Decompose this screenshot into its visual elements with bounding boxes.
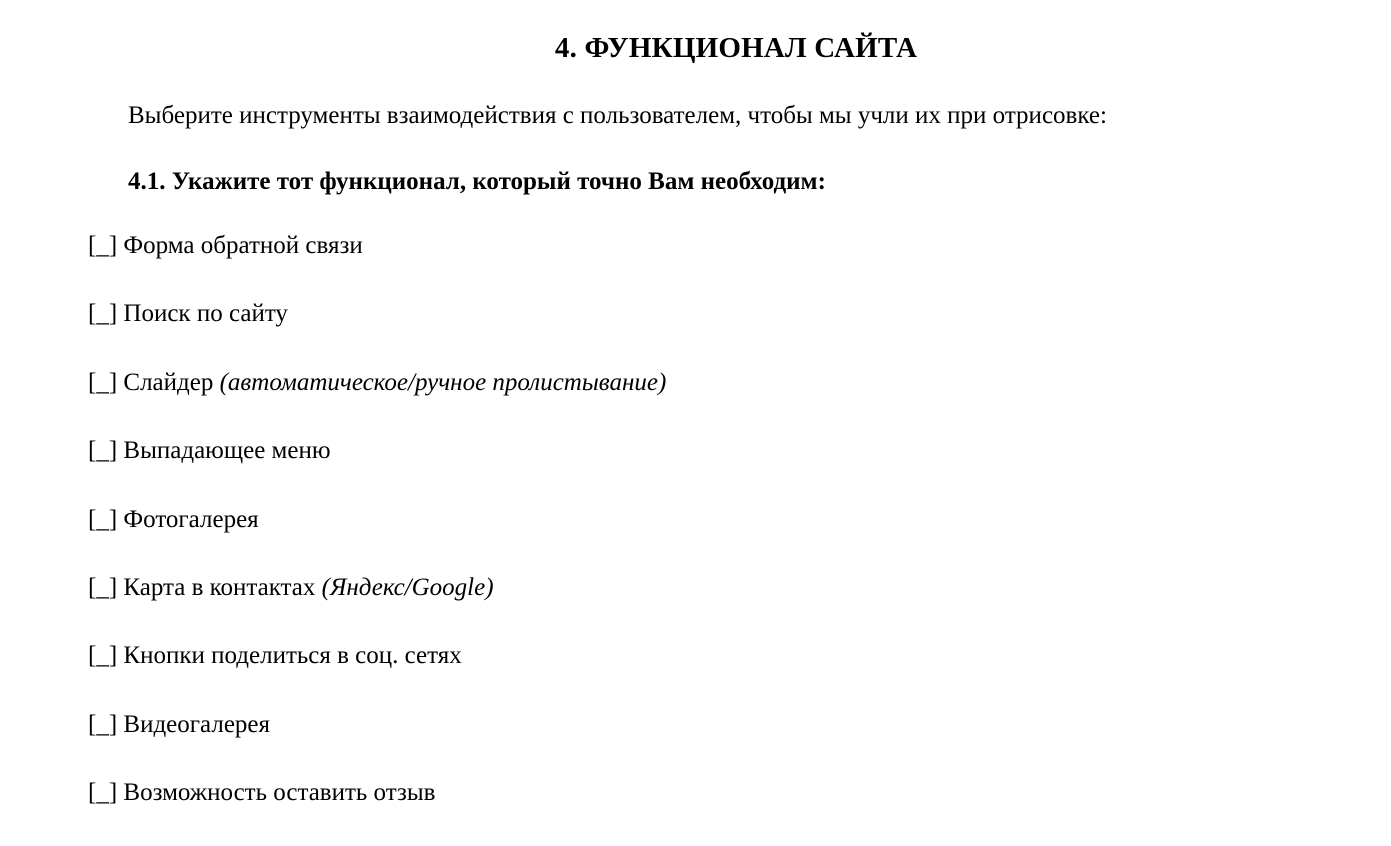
option-note: (Яндекс/Google) [321, 573, 494, 601]
option-label: Выпадающее меню [123, 437, 331, 465]
feature-checklist [88, 228, 666, 844]
intro-text: Выберите инструменты взаимодействия с пользователем, чтобы мы учли их при отрисовке: [128, 102, 1107, 129]
checkbox[interactable]: [_] [88, 368, 118, 396]
option-label: Слайдер [123, 368, 214, 396]
checkbox[interactable]: [_] [88, 505, 118, 533]
checkbox[interactable]: [_] [88, 300, 118, 328]
checklist-item-slider [88, 365, 666, 433]
checkbox[interactable]: [_] [88, 779, 118, 807]
option-label: Возможность оставить отзыв [123, 779, 436, 807]
checklist-item-share-buttons [88, 638, 666, 706]
option-label: Карта в контактах [123, 573, 316, 601]
option-note: (автоматическое/ручное пролистывание) [219, 368, 667, 396]
checklist-item-dropdown-menu [88, 433, 666, 501]
checklist-item-contacts-map [88, 570, 666, 638]
checkbox[interactable]: [_] [88, 642, 118, 670]
option-label: Фотогалерея [123, 505, 259, 533]
checkbox[interactable]: [_] [88, 710, 118, 738]
checkbox[interactable]: [_] [88, 232, 118, 259]
checklist-item-site-search [88, 296, 666, 364]
checkbox[interactable]: [_] [88, 437, 118, 465]
option-label: Поиск по сайту [123, 300, 288, 328]
checklist-item-feedback-form [88, 228, 666, 296]
checkbox[interactable]: [_] [88, 573, 118, 601]
section-title: 4. ФУНКЦИОНАЛ САЙТА [554, 32, 918, 64]
option-label: Видеогалерея [123, 710, 271, 738]
subsection-heading: 4.1. Укажите тот функционал, который точно Вам необходим: [128, 168, 826, 195]
checklist-item-photo-gallery [88, 502, 666, 570]
option-label: Форма обратной связи [123, 232, 363, 259]
checklist-item-leave-review [88, 775, 666, 843]
option-label: Кнопки поделиться в соц. сетях [123, 642, 462, 670]
checklist-item-video-gallery [88, 707, 666, 775]
